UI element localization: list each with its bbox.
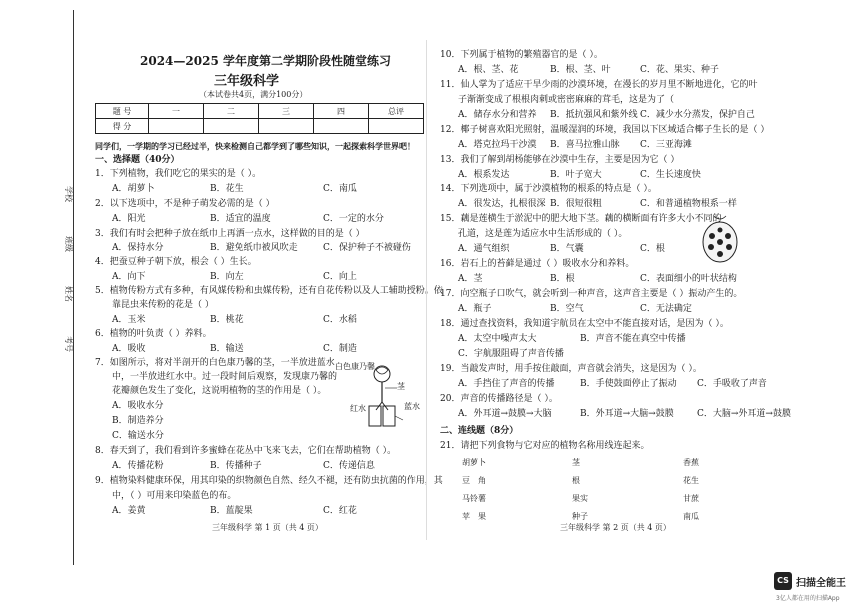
- q19-option-c: C．手吸收了声音: [697, 379, 767, 389]
- match-part-4[interactable]: 种子: [572, 512, 588, 521]
- figure-label-stem: 茎: [397, 382, 405, 391]
- side-label-class: 班级: [64, 236, 73, 252]
- lotus-root-illustration: [700, 212, 740, 264]
- q20-option-b: B．外耳道→大脑→鼓膜: [580, 409, 674, 419]
- question-11-cont: 子渐渐变成了根根肉刺或密密麻麻的茸毛，这是为了（: [458, 95, 675, 105]
- question-21: 21．请把下列食物与它对应的植物名称用线连起来。: [440, 441, 650, 451]
- q9-option-a: A．姜黄: [112, 506, 146, 516]
- q16-option-b: B．根: [550, 274, 575, 284]
- question-5-cont: 靠昆虫来传粉的花是（ ）: [112, 300, 214, 310]
- q6-option-a: A．吸收: [112, 344, 146, 354]
- q11-option-c: C．减少水分蒸发，保护自己: [640, 110, 755, 120]
- question-6: 6．植物的叶负责（ ）养料。: [95, 329, 212, 339]
- question-7-cont2: 花瓣颜色发生了变化，这说明植物的茎的作用是（ ）。: [112, 386, 327, 396]
- question-9-cont: 中，（ ）可用来印染蓝色的布。: [112, 491, 237, 501]
- watermark-name: 扫描全能王: [796, 578, 846, 589]
- q11-option-b: B．抵抗强风和紫外线: [550, 110, 638, 120]
- q8-option-c: C．传递信息: [323, 461, 375, 471]
- match-plant-1[interactable]: 香蕉: [683, 458, 699, 467]
- q5-option-a: A．玉米: [112, 315, 146, 325]
- q19-option-a: A．手挡住了声音的传播: [458, 379, 555, 389]
- intro-text: 同学们，一学期的学习已经过半，快来检测自己都学到了哪些知识，一起探索科学世界吧！: [95, 141, 415, 151]
- page-footer-left: 三年级科学 第 1 页（共 4 页）: [212, 523, 323, 532]
- q10-option-b: B．根、茎、叶: [550, 65, 611, 75]
- q10-option-a: A．根、茎、花: [458, 65, 519, 75]
- q11-option-a: A．储存水分和营养: [458, 110, 537, 120]
- match-food-3[interactable]: 马铃薯: [462, 494, 486, 503]
- question-5: 5．植物传粉方式有多种，有风媒传粉和虫媒传粉，还有自花传粉以及人工辅助授粉。依: [95, 286, 443, 296]
- q4-option-c: C．向上: [323, 272, 357, 282]
- q7-option-b: B．制造养分: [112, 416, 164, 426]
- match-food-1[interactable]: 胡萝卜: [462, 458, 486, 467]
- match-part-2[interactable]: 根: [572, 476, 580, 485]
- side-label-school: 学校: [64, 186, 73, 202]
- q19-option-b: B．手使鼓面停止了振动: [580, 379, 677, 389]
- q6-option-c: C．制造: [323, 344, 357, 354]
- score-cell[interactable]: [149, 119, 204, 134]
- score-table: [95, 103, 424, 134]
- q17-option-a: A．瓶子: [458, 304, 492, 314]
- q15-option-c: C．根: [640, 244, 665, 254]
- q6-option-b: B．输送: [210, 344, 244, 354]
- q9-option-c: C．红花: [323, 506, 357, 516]
- side-label-number: 考号: [64, 336, 73, 352]
- q15-option-b: B．气囊: [550, 244, 584, 254]
- score-label-cell: 得 分: [96, 119, 149, 134]
- page-footer-right: 三年级科学 第 2 页（共 4 页）: [560, 523, 671, 532]
- score-header-cell: 一: [149, 104, 204, 119]
- q12-option-a: A．塔克拉玛干沙漠: [458, 140, 537, 150]
- question-19: 19．当敲发声时，用手按住敲面，声音就会消失，这是因为（ ）。: [440, 364, 702, 374]
- q8-option-a: A．传播花粉: [112, 461, 164, 471]
- q14-option-b: B．很短很粗: [550, 199, 602, 209]
- question-3: 3．我们有时会把种子放在纸巾上再洒一点水，这样做的目的是（ ）: [95, 229, 365, 239]
- question-18: 18．通过查找资料，我知道宇航员在太空中不能直接对话，是因为（ ）。: [440, 319, 729, 329]
- q15-option-a: A．通气组织: [458, 244, 510, 254]
- q16-option-c: C．表面细小的叶状结构: [640, 274, 737, 284]
- question-13: 13．我们了解到胡杨能够在沙漠中生存，主要是因为它（ ）: [440, 155, 680, 165]
- score-header-cell: 三: [259, 104, 314, 119]
- figure-label-carnation: 白色康乃馨: [335, 362, 375, 371]
- score-header-cell: 题 号: [96, 104, 149, 119]
- question-10: 10．下列属于植物的繁殖器官的是（ ）。: [440, 50, 603, 60]
- q17-option-c: C．无法确定: [640, 304, 692, 314]
- q14-option-a: A．很发达，扎根很深: [458, 199, 546, 209]
- watermark-tagline: 3亿人都在用的扫描App: [776, 595, 840, 602]
- q12-option-c: C．三亚海滩: [640, 140, 692, 150]
- q18-option-a: A．太空中噪声太大: [458, 334, 537, 344]
- q1-option-c: C．南瓜: [323, 184, 357, 194]
- question-8: 8．春天到了，我们看到许多蜜蜂在花丛中飞来飞去，它们在帮助植物（ ）。: [95, 446, 397, 456]
- score-header-cell: 二: [204, 104, 259, 119]
- q3-option-c: C．保护种子不被碰伤: [323, 243, 411, 253]
- q14-option-c: C．和普通植物根系一样: [640, 199, 737, 209]
- q13-option-b: B．叶子宽大: [550, 170, 602, 180]
- question-7-cont1: 中，一半放进红水中。过一段时间后观察，发现康乃馨的: [112, 372, 338, 382]
- question-12: 12．椰子树喜欢阳光照射，温暖湿润的环境，我国以下区域适合椰子生长的是（ ）: [440, 125, 770, 135]
- score-cell[interactable]: [369, 119, 424, 134]
- q18-option-c: C．宇航服阻碍了声音传播: [458, 349, 564, 359]
- q5-option-c: C．水稻: [323, 315, 357, 325]
- question-9: 9．植物染料健康环保，用其印染的织物颜色自然、经久不褪，还有防虫抗菌的作用，其: [95, 476, 443, 486]
- section-title-choice: 一、选择题（40分）: [95, 155, 180, 165]
- q17-option-b: B．空气: [550, 304, 584, 314]
- question-15-cont: 孔道，这是莲为适应水中生活形成的（ ）。: [458, 229, 628, 239]
- figure-label-red-water: 红水: [350, 404, 366, 413]
- question-1: 1．下列植物，我们吃它的果实的是（ ）。: [95, 169, 262, 179]
- q12-option-b: B．喜马拉雅山脉: [550, 140, 620, 150]
- figure-label-blue-water: 蓝水: [404, 402, 420, 411]
- match-plant-3[interactable]: 甘蔗: [683, 494, 699, 503]
- score-cell[interactable]: [314, 119, 369, 134]
- q4-option-a: A．向下: [112, 272, 146, 282]
- side-label-name: 姓名: [64, 286, 73, 302]
- camscanner-logo: CS: [774, 572, 792, 590]
- q9-option-b: B．蓝靛果: [210, 506, 253, 516]
- page-title: 2024—2025 学年度第二学期阶段性随堂练习: [140, 54, 391, 68]
- q10-option-c: C．花、果实、种子: [640, 65, 719, 75]
- q13-option-a: A．根系发达: [458, 170, 510, 180]
- q16-option-a: A．茎: [458, 274, 483, 284]
- match-plant-2[interactable]: 花生: [683, 476, 699, 485]
- page-divider: [426, 40, 427, 540]
- question-7: 7．如图所示，将对半剖开的白色康乃馨的茎，一半放进蓝水: [95, 358, 335, 368]
- match-part-1[interactable]: 茎: [572, 458, 580, 467]
- question-20: 20．声音的传播路径是（ ）。: [440, 394, 558, 404]
- q7-option-c: C．输送水分: [112, 431, 164, 441]
- question-4: 4．把蚕豆种子朝下放，根会（ ）生长。: [95, 257, 257, 267]
- score-cell[interactable]: [204, 119, 259, 134]
- q20-option-c: C．大脑→外耳道→鼓膜: [697, 409, 791, 419]
- q2-option-a: A．阳光: [112, 214, 146, 224]
- score-header-cell: 总评: [369, 104, 424, 119]
- q2-option-c: C．一定的水分: [323, 214, 384, 224]
- q2-option-b: B．适宜的温度: [210, 214, 271, 224]
- question-11: 11．仙人掌为了适应干旱少雨的沙漠环境，在漫长的岁月里不断地进化，它的叶: [440, 80, 758, 90]
- match-plant-4[interactable]: 南瓜: [683, 512, 699, 521]
- question-15: 15．藕是莲横生于淤泥中的肥大地下茎。藕的横断面有许多大小不同的: [440, 214, 722, 224]
- match-food-2[interactable]: 豆 角: [462, 476, 486, 485]
- q8-option-b: B．传播种子: [210, 461, 262, 471]
- score-header-cell: 四: [314, 104, 369, 119]
- question-2: 2．以下选项中，不是种子萌发必需的是（ ）: [95, 199, 275, 209]
- page-subtitle: 三年级科学: [214, 74, 280, 89]
- q3-option-a: A．保持水分: [112, 243, 164, 253]
- q1-option-a: A．胡萝卜: [112, 184, 155, 194]
- match-food-4[interactable]: 苹 果: [462, 512, 486, 521]
- score-cell[interactable]: [259, 119, 314, 134]
- q5-option-b: B．桃花: [210, 315, 244, 325]
- question-17: 17．向空瓶子口吹气，就会听到一种声音，这声音主要是（ ）振动产生的。: [440, 289, 743, 299]
- q1-option-b: B．花生: [210, 184, 244, 194]
- question-14: 14．下列选项中，属于沙漠植物的根系的特点是（ ）。: [440, 184, 657, 194]
- binding-line: [73, 10, 74, 565]
- exam-note: （本试卷共4页，满分100分）: [199, 90, 308, 99]
- q20-option-a: A．外耳道→鼓膜→大脑: [458, 409, 552, 419]
- q13-option-c: C．生长速度快: [640, 170, 701, 180]
- q4-option-b: B．向左: [210, 272, 244, 282]
- question-16: 16．岩石上的苔藓是通过（ ）吸收水分和养料。: [440, 259, 635, 269]
- match-part-3[interactable]: 果实: [572, 494, 588, 503]
- section-title-matching: 二、连线题（8分）: [440, 426, 519, 436]
- q7-option-a: A．吸收水分: [112, 401, 164, 411]
- q3-option-b: B．避免纸巾被风吹走: [210, 243, 298, 253]
- q18-option-b: B．声音不能在真空中传播: [580, 334, 686, 344]
